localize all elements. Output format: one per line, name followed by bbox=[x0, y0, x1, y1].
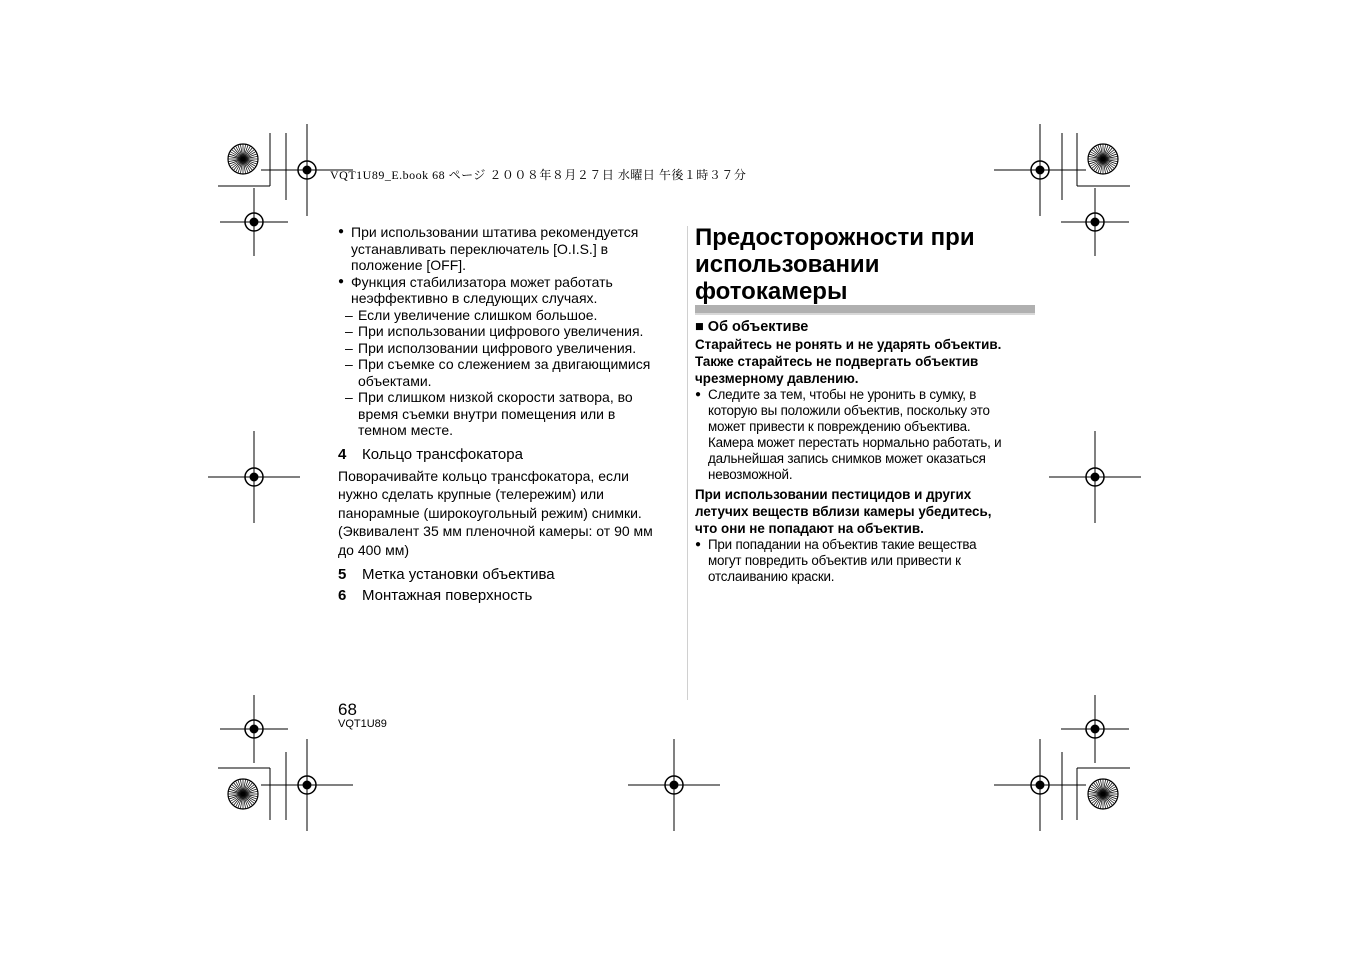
crosshair-mark bbox=[1061, 188, 1129, 256]
text-line: ● Функция стабилизатора может работать bbox=[351, 273, 613, 290]
text-line: панорамные (широкоугольный режим) снимки. bbox=[338, 504, 642, 521]
text-line: фотокамеры bbox=[695, 278, 848, 305]
document-code: VQT1U89 bbox=[338, 718, 387, 730]
item-5-number: 5 bbox=[338, 566, 347, 584]
text-line: чрезмерному давлению. bbox=[695, 371, 859, 386]
text-line: использовании bbox=[695, 251, 880, 278]
lens-section bbox=[695, 318, 1040, 585]
right-column bbox=[695, 224, 1040, 305]
item-4-description bbox=[338, 467, 678, 560]
rosette-mark bbox=[1088, 144, 1118, 174]
crosshair-mark bbox=[261, 739, 353, 831]
text-line: неэффективно в следующих случаях. bbox=[351, 290, 598, 306]
text-line: дальнейшая запись снимков может оказаться bbox=[708, 451, 986, 466]
dash-item bbox=[338, 307, 678, 324]
crosshair-mark bbox=[220, 188, 288, 256]
text-line: Предосторожности при bbox=[695, 224, 975, 251]
text-line: до 400 мм) bbox=[338, 541, 410, 558]
crosshair-mark bbox=[1049, 431, 1141, 523]
pesticide-warning-bold bbox=[695, 486, 1040, 537]
text-line: что они не попадают на объектив. bbox=[695, 521, 924, 536]
print-header: VQT1U89_E.book 68 ページ ２００８年８月２７日 水曜日 午後１時３７分 bbox=[330, 168, 747, 182]
crosshair-mark bbox=[994, 124, 1086, 216]
crosshair-mark bbox=[208, 431, 300, 523]
text-line: летучих веществ вблизи камеры убедитесь, bbox=[695, 504, 992, 519]
item-6-number: 6 bbox=[338, 587, 347, 605]
item-4 bbox=[338, 445, 678, 465]
item-6 bbox=[338, 586, 678, 606]
text-line: Поворачивайте кольцо трансфокатора, если bbox=[338, 467, 629, 484]
text-line: невозможной. bbox=[708, 467, 793, 482]
lens-warning-bold bbox=[695, 336, 1040, 387]
rosette-mark bbox=[1088, 779, 1118, 809]
item-6-label: Монтажная поверхность bbox=[362, 587, 533, 605]
subheading-lens: ■ Об объективе bbox=[695, 319, 809, 335]
crosshair-mark bbox=[628, 739, 720, 831]
crosshair-mark bbox=[1061, 695, 1129, 763]
text-line: Также старайтесь не подвергать объектив bbox=[695, 354, 979, 369]
text-line: объектами. bbox=[358, 372, 432, 389]
text-line: – При исползовании цифрового увеличения. bbox=[358, 339, 637, 356]
text-line: может привести к повреждению объектива. bbox=[708, 419, 971, 434]
crosshair-mark bbox=[220, 695, 288, 763]
crosshair-mark bbox=[994, 739, 1086, 831]
text-line: нужно сделать крупные (телережим) или bbox=[338, 486, 604, 503]
bullet-list-stabilizer bbox=[338, 224, 678, 307]
dash-item bbox=[338, 340, 678, 357]
text-line: отслаиванию краски. bbox=[708, 569, 835, 584]
text-line: – При съемке со слежением за двигающимися bbox=[358, 356, 651, 372]
text-line: – При слишком низкой скорости затвора, во bbox=[358, 389, 633, 405]
dash-item bbox=[338, 389, 678, 439]
title-underline-light bbox=[695, 313, 1035, 315]
pesticide-bullet bbox=[695, 537, 1040, 585]
rosette-mark bbox=[228, 144, 258, 174]
item-5-label: Метка установки объектива bbox=[362, 566, 555, 584]
text-line: Старайтесь не ронять и не ударять объектив. bbox=[695, 337, 1002, 352]
lens-bullet-bag bbox=[695, 387, 1040, 483]
text-line: ● При использовании штатива рекомендуется bbox=[351, 224, 639, 240]
text-line: Камера может перестать нормально работать, и bbox=[708, 435, 1002, 450]
text-line: При использовании пестицидов и других bbox=[695, 487, 972, 502]
dash-item bbox=[338, 323, 678, 340]
text-line: могут повредить объектив или привести к bbox=[708, 553, 961, 568]
dash-list-conditions bbox=[338, 307, 678, 439]
item-4-label: Кольцо трансфокатора bbox=[362, 445, 523, 463]
section-title bbox=[695, 224, 1040, 305]
text-line: – Если увеличение слишком большое. bbox=[358, 306, 598, 323]
page-number: 68 bbox=[338, 700, 357, 719]
column-divider bbox=[687, 226, 688, 700]
title-underline bbox=[695, 305, 1035, 313]
bullet-item bbox=[338, 224, 678, 274]
text-line: темном месте. bbox=[358, 422, 454, 438]
text-line: положение [OFF]. bbox=[351, 257, 467, 273]
text-line: которую вы положили объектив, поскольку это bbox=[708, 403, 990, 418]
text-line: ● При попадании на объектив такие вещества bbox=[708, 537, 977, 552]
text-line: устанавливать переключатель [O.I.S.] в bbox=[351, 240, 609, 257]
text-line: (Эквивалент 35 мм пленочной камеры: от 90 мм bbox=[338, 523, 653, 540]
left-column bbox=[338, 224, 678, 606]
text-line: время съемки внутри помещения или в bbox=[358, 405, 616, 422]
rosette-mark bbox=[228, 779, 258, 809]
item-5 bbox=[338, 565, 678, 585]
text-line: ● Следите за тем, чтобы не уронить в сумку, в bbox=[708, 387, 977, 402]
item-4-number: 4 bbox=[338, 445, 347, 463]
bullet-item bbox=[338, 274, 678, 307]
dash-item bbox=[338, 356, 678, 389]
text-line: – При использовании цифрового увеличения. bbox=[358, 323, 644, 339]
